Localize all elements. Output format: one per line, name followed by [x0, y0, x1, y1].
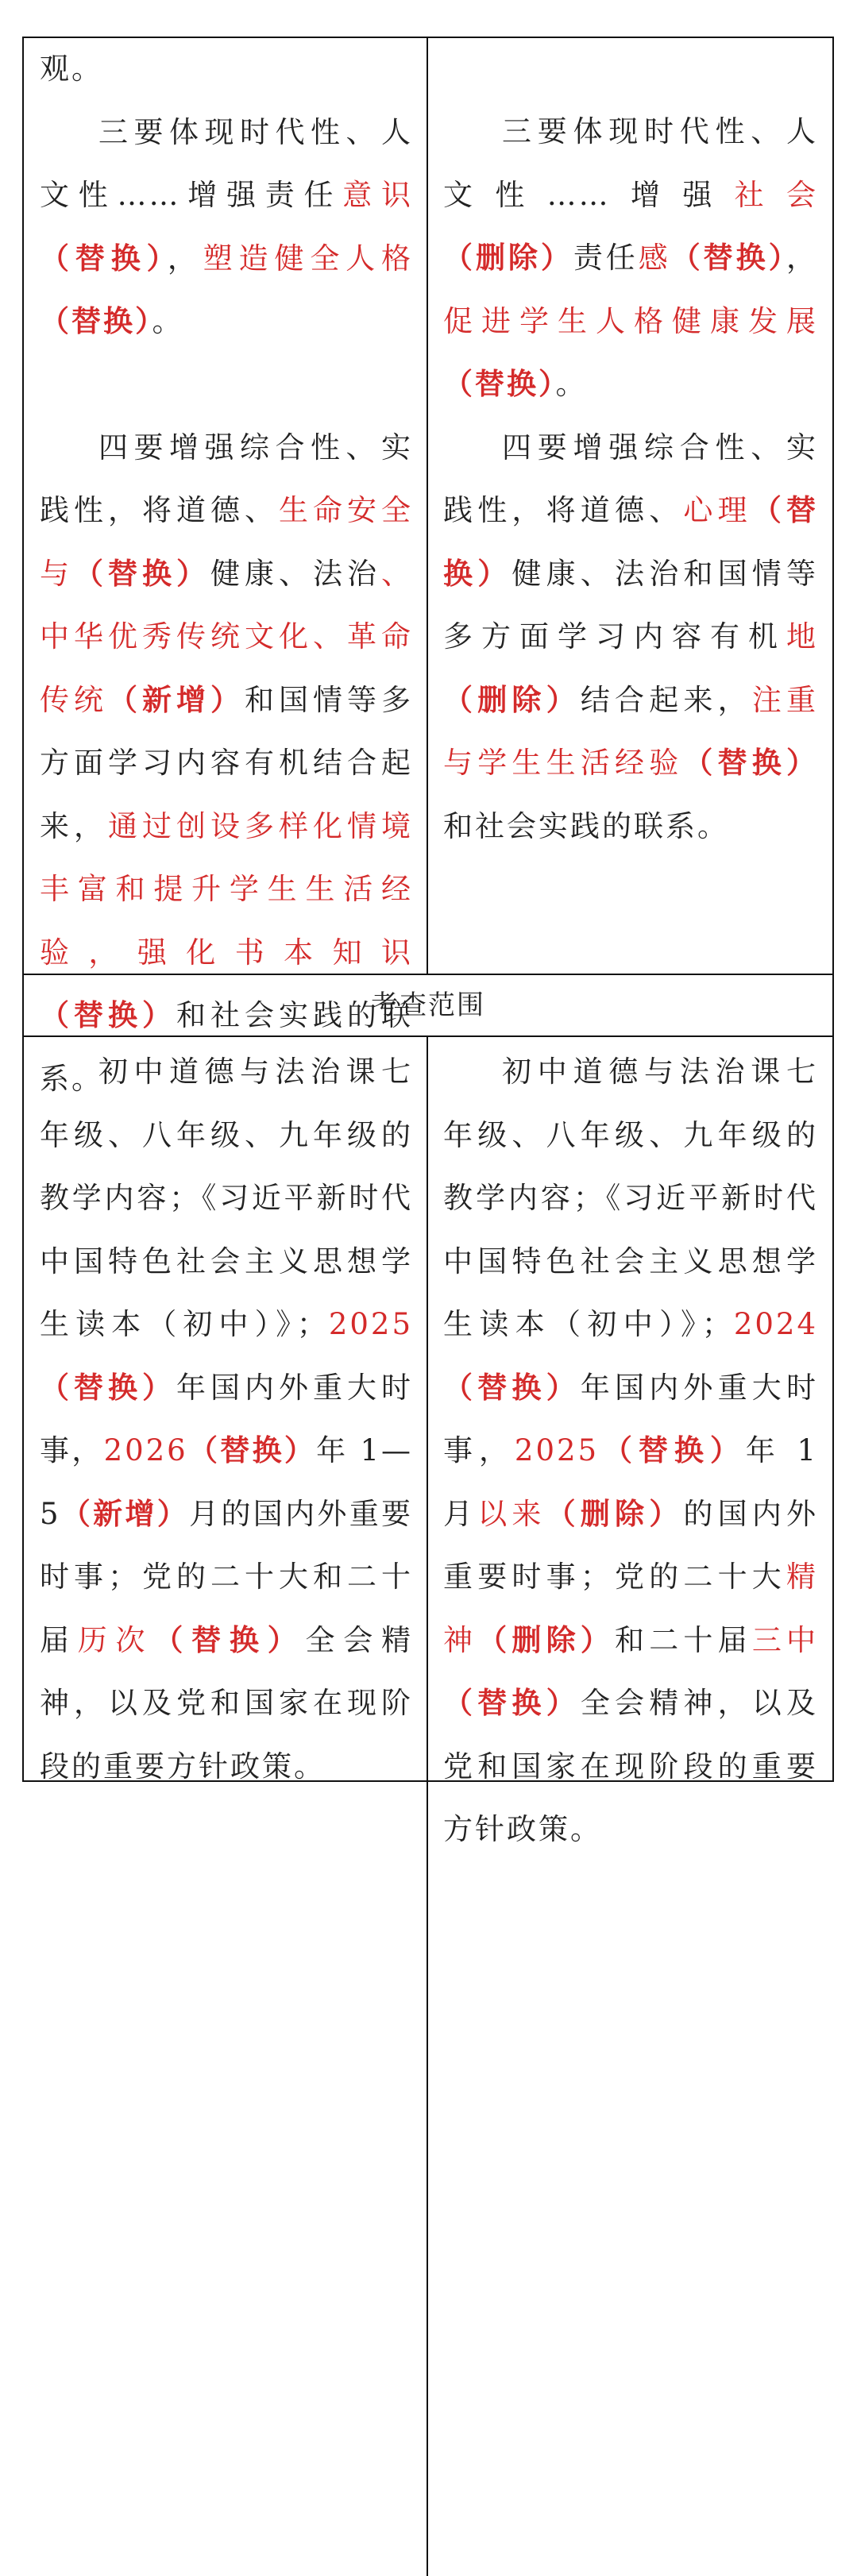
scope-paragraph: 初中道德与法治课七年级、八年级、九年级的教学内容；《习近平新时代中国特色社会主义思想学生读本（初中）》；2025（替换）年国内外重大时事，2026（替换）年 1—5（新增）月的国内外重要时事；党的二十大和二十届历次（替换）全会精神，以及党和国家在现阶段的重要方针政策。 — [40, 1055, 414, 1784]
top-right-cell — [443, 100, 818, 858]
section-header: 考查范围 — [371, 989, 485, 1021]
bottom-left-cell — [40, 1040, 413, 1798]
column-divider-top — [427, 37, 428, 975]
paragraph-three: 三要体现时代性、人文性……增强社会（删除）责任感（替换），促进学生人格健康发展（替换）。 — [443, 114, 819, 401]
continuation-text: 观。 — [40, 52, 103, 86]
bottom-right-cell — [443, 1040, 818, 1861]
scope-paragraph: 初中道德与法治课七年级、八年级、九年级的教学内容；《习近平新时代中国特色社会主义思想学生读本（初中）》；2024（替换）年国内外重大时事，2025（替换）年 1 月以来（删除）的国内外重要时事；党的二十大精神（删除）和二十届三中（替换）全会精神，以及党和国家在现阶段的重要方针政策。 — [443, 1055, 819, 1846]
column-divider-bottom — [427, 1035, 428, 2576]
paragraph-four: 四要增强综合性、实践性，将道德、生命安全与（替换）健康、法治、中华优秀传统文化、革命传统（新增）和国情等多方面学习内容有机结合起来，通过创设多样化情境丰富和提升学生生活经验，强化书本知识（替换）和社会实践的联系。 — [40, 430, 413, 1096]
paragraph-four: 四要增强综合性、实践性，将道德、心理（替换）健康、法治和国情等多方面学习内容有机地（删除）结合起来，注重与学生生活经验（替换）和社会实践的联系。 — [443, 430, 819, 843]
top-left-cell — [40, 37, 413, 1110]
paragraph-three: 三要体现时代性、人文性……增强责任意识（替换），塑造健全人格（替换）。 — [40, 114, 414, 338]
